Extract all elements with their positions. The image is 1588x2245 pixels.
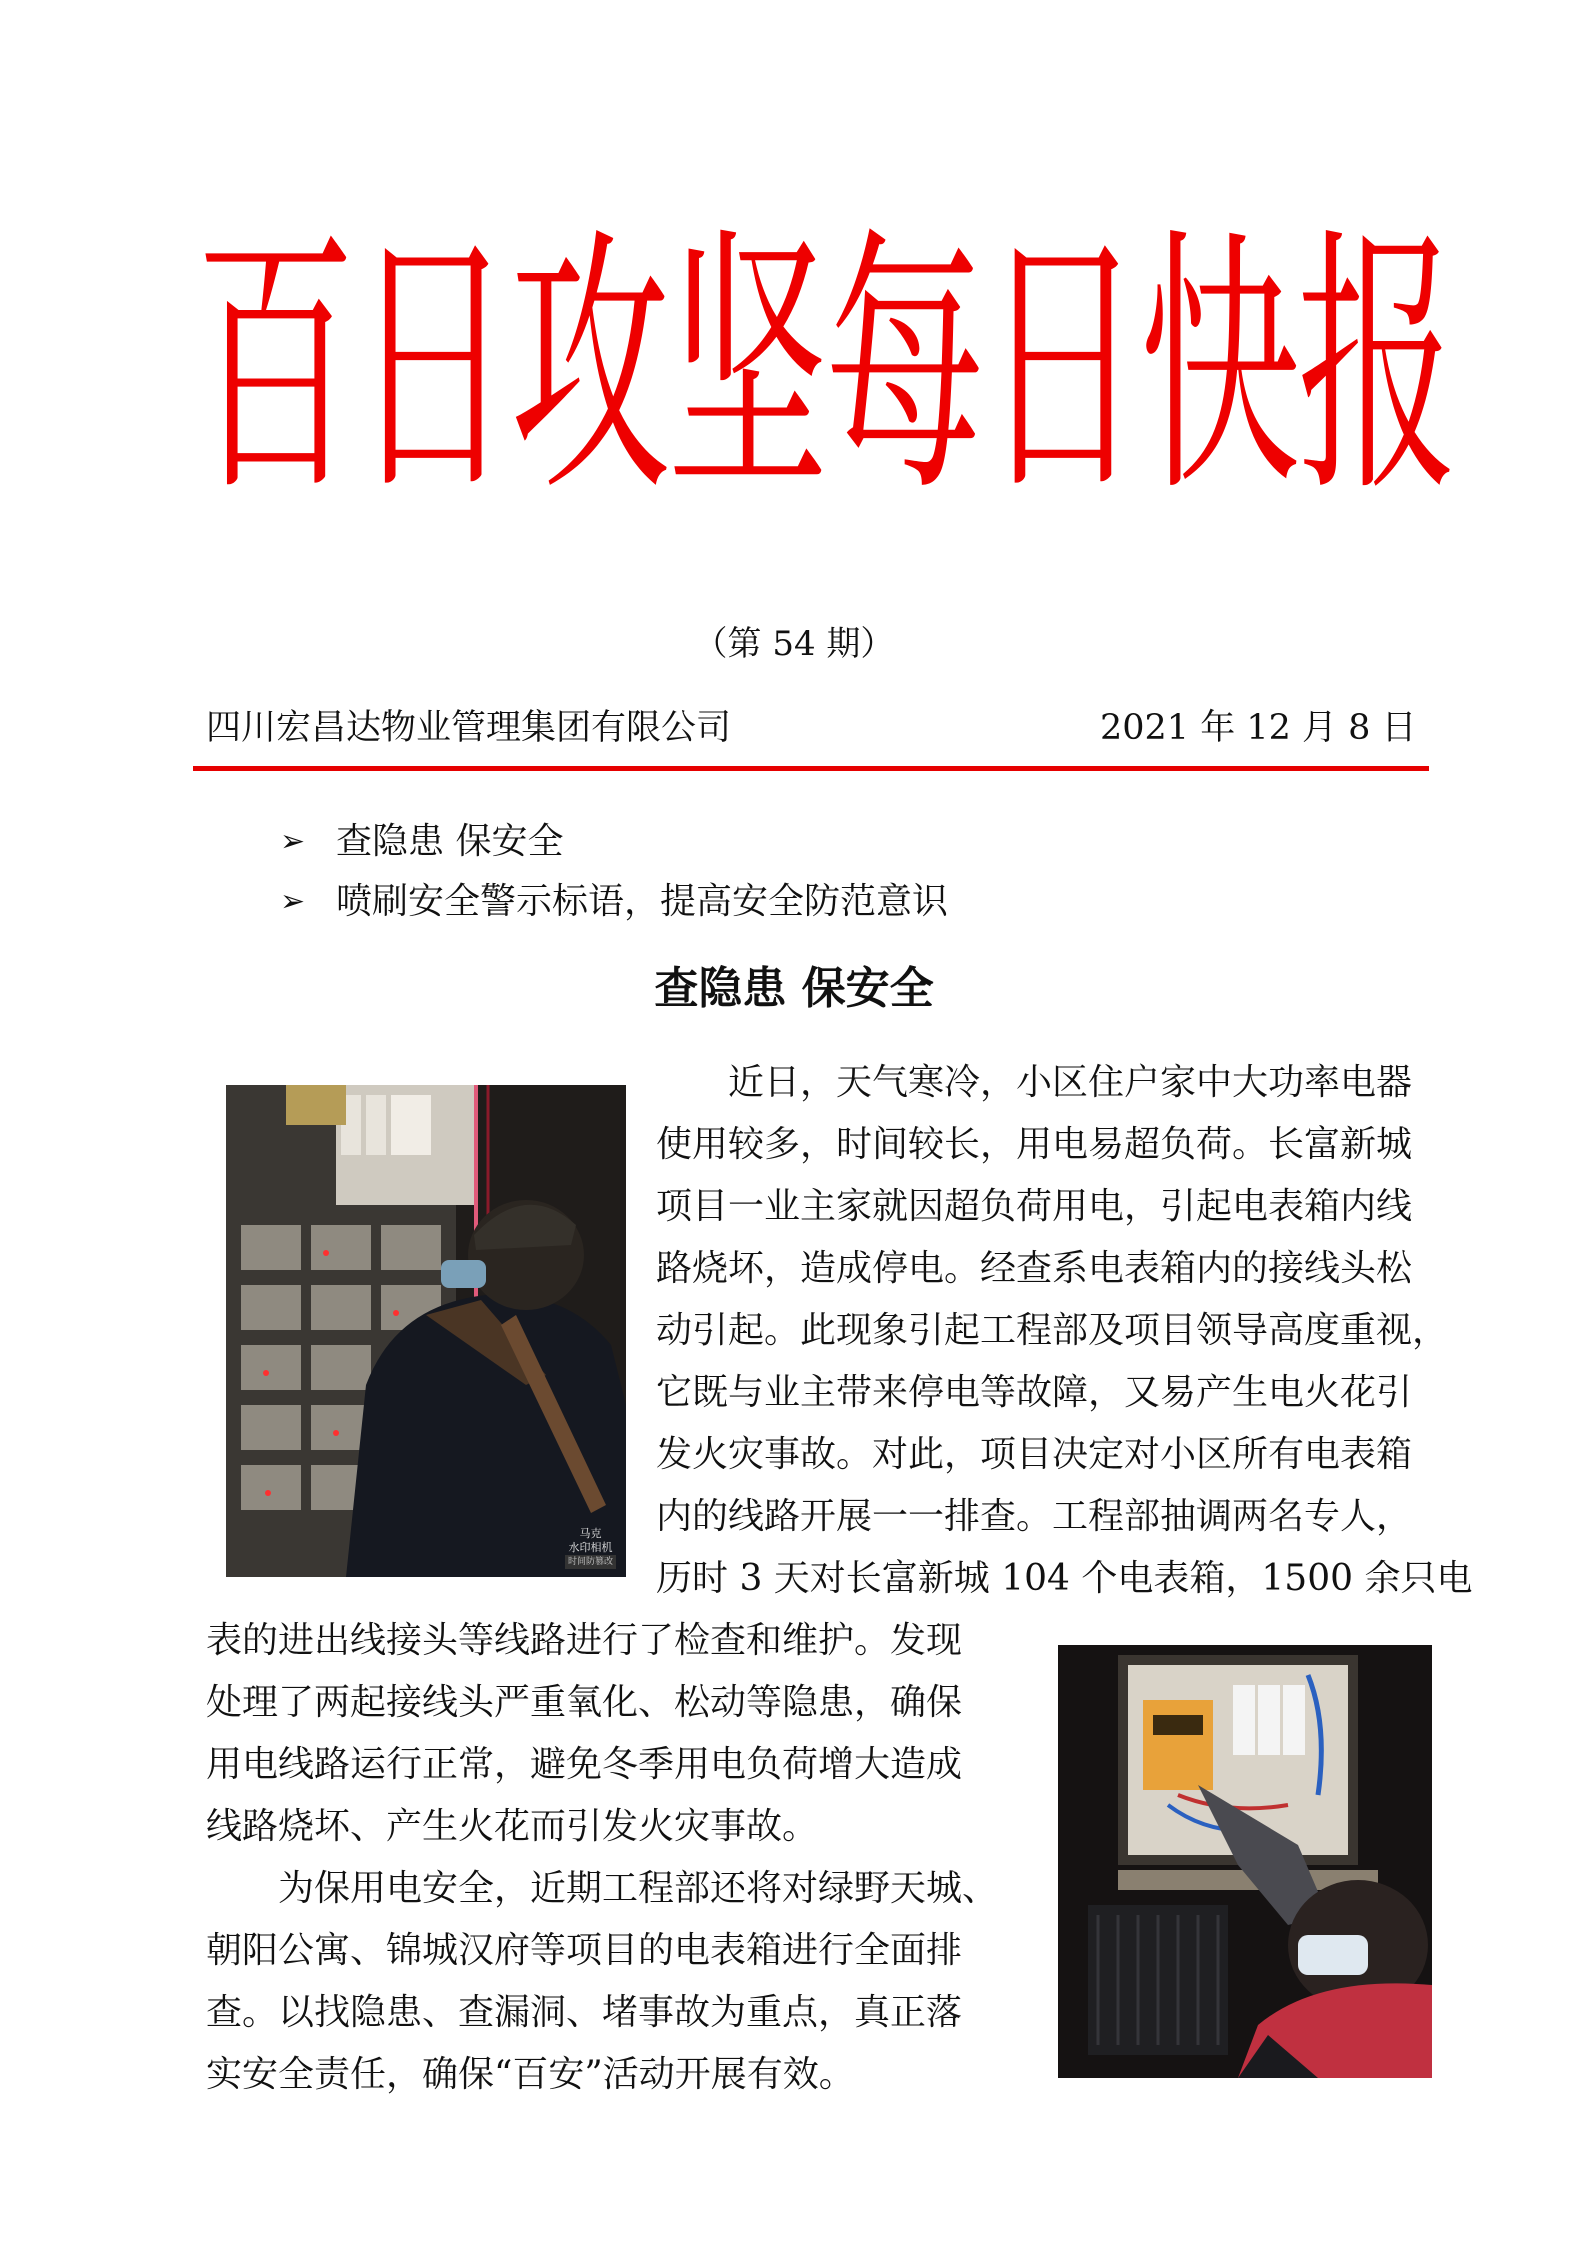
article-title: 查隐患 保安全 xyxy=(654,963,934,1014)
contents-item-label: 喷刷安全警示标语，提高安全防范意识 xyxy=(336,881,949,922)
publish-date: 2021 年 12 月 8 日 xyxy=(1100,708,1417,748)
inspection-photo-right xyxy=(1058,1645,1432,2078)
article-line: 发火灾事故。对此，项目决定对小区所有电表箱 xyxy=(656,1434,1413,1475)
article-line: 用电线路运行正常，避免冬季用电负荷增大造成 xyxy=(206,1744,963,1785)
photo-watermark xyxy=(565,1527,616,1569)
contents-item xyxy=(280,812,948,872)
article-line: 它既与业主带来停电等故障，又易产生电火花引 xyxy=(656,1372,1413,1413)
inspection-photo-left xyxy=(226,1085,626,1577)
watermark-tag: 时间防篡改 xyxy=(565,1555,616,1569)
article-line: 动引起。此现象引起工程部及项目领导高度重视， xyxy=(656,1310,1449,1351)
article-line: 线路烧坏、产生火花而引发火灾事故。 xyxy=(206,1806,819,1847)
watermark-brand: 马克 xyxy=(579,1527,602,1540)
contents-list xyxy=(280,812,948,932)
contents-item xyxy=(280,872,948,932)
meter-box-illustration xyxy=(1058,1645,1432,2078)
article-line: 路烧坏，造成停电。经查系电表箱内的接线头松 xyxy=(656,1248,1413,1289)
watermark-line: 水印相机 xyxy=(568,1541,613,1554)
article-line: 为保用电安全，近期工程部还将对绿野天城、 xyxy=(278,1868,999,1909)
organization-name: 四川宏昌达物业管理集团有限公司 xyxy=(206,708,732,748)
article-line: 使用较多，时间较长，用电易超负荷。长富新城 xyxy=(656,1124,1413,1165)
article-line: 历时 3 天对长富新城 104 个电表箱，1500 余只电 xyxy=(656,1558,1473,1599)
header-divider xyxy=(193,766,1429,771)
arrow-bullet-icon: ➢ xyxy=(280,824,306,859)
masthead-wrap xyxy=(195,206,1455,560)
article-line: 项目一业主家就因超负荷用电，引起电表箱内线 xyxy=(656,1186,1413,1227)
article-line: 查。以找隐患、查漏洞、堵事故为重点，真正落 xyxy=(206,1992,963,2033)
article-line: 近日，天气寒冷，小区住户家中大功率电器 xyxy=(728,1062,1413,1103)
issue-number: （第 54 期） xyxy=(693,624,895,664)
arrow-bullet-icon: ➢ xyxy=(280,884,306,919)
meter-box-illustration xyxy=(226,1085,626,1577)
article-line: 内的线路开展一一排查。工程部抽调两名专人， xyxy=(656,1496,1413,1537)
article-line: 处理了两起接线头严重氧化、松动等隐患，确保 xyxy=(206,1682,963,1723)
masthead-title: 百日攻坚每日快报 xyxy=(195,206,1455,530)
article-line: 表的进出线接头等线路进行了检查和维护。发现 xyxy=(206,1620,963,1661)
article-line: 朝阳公寓、锦城汉府等项目的电表箱进行全面排 xyxy=(206,1930,963,1971)
article-line: 实安全责任，确保“百安”活动开展有效。 xyxy=(206,2054,855,2095)
contents-item-label: 查隐患 保安全 xyxy=(336,821,564,862)
